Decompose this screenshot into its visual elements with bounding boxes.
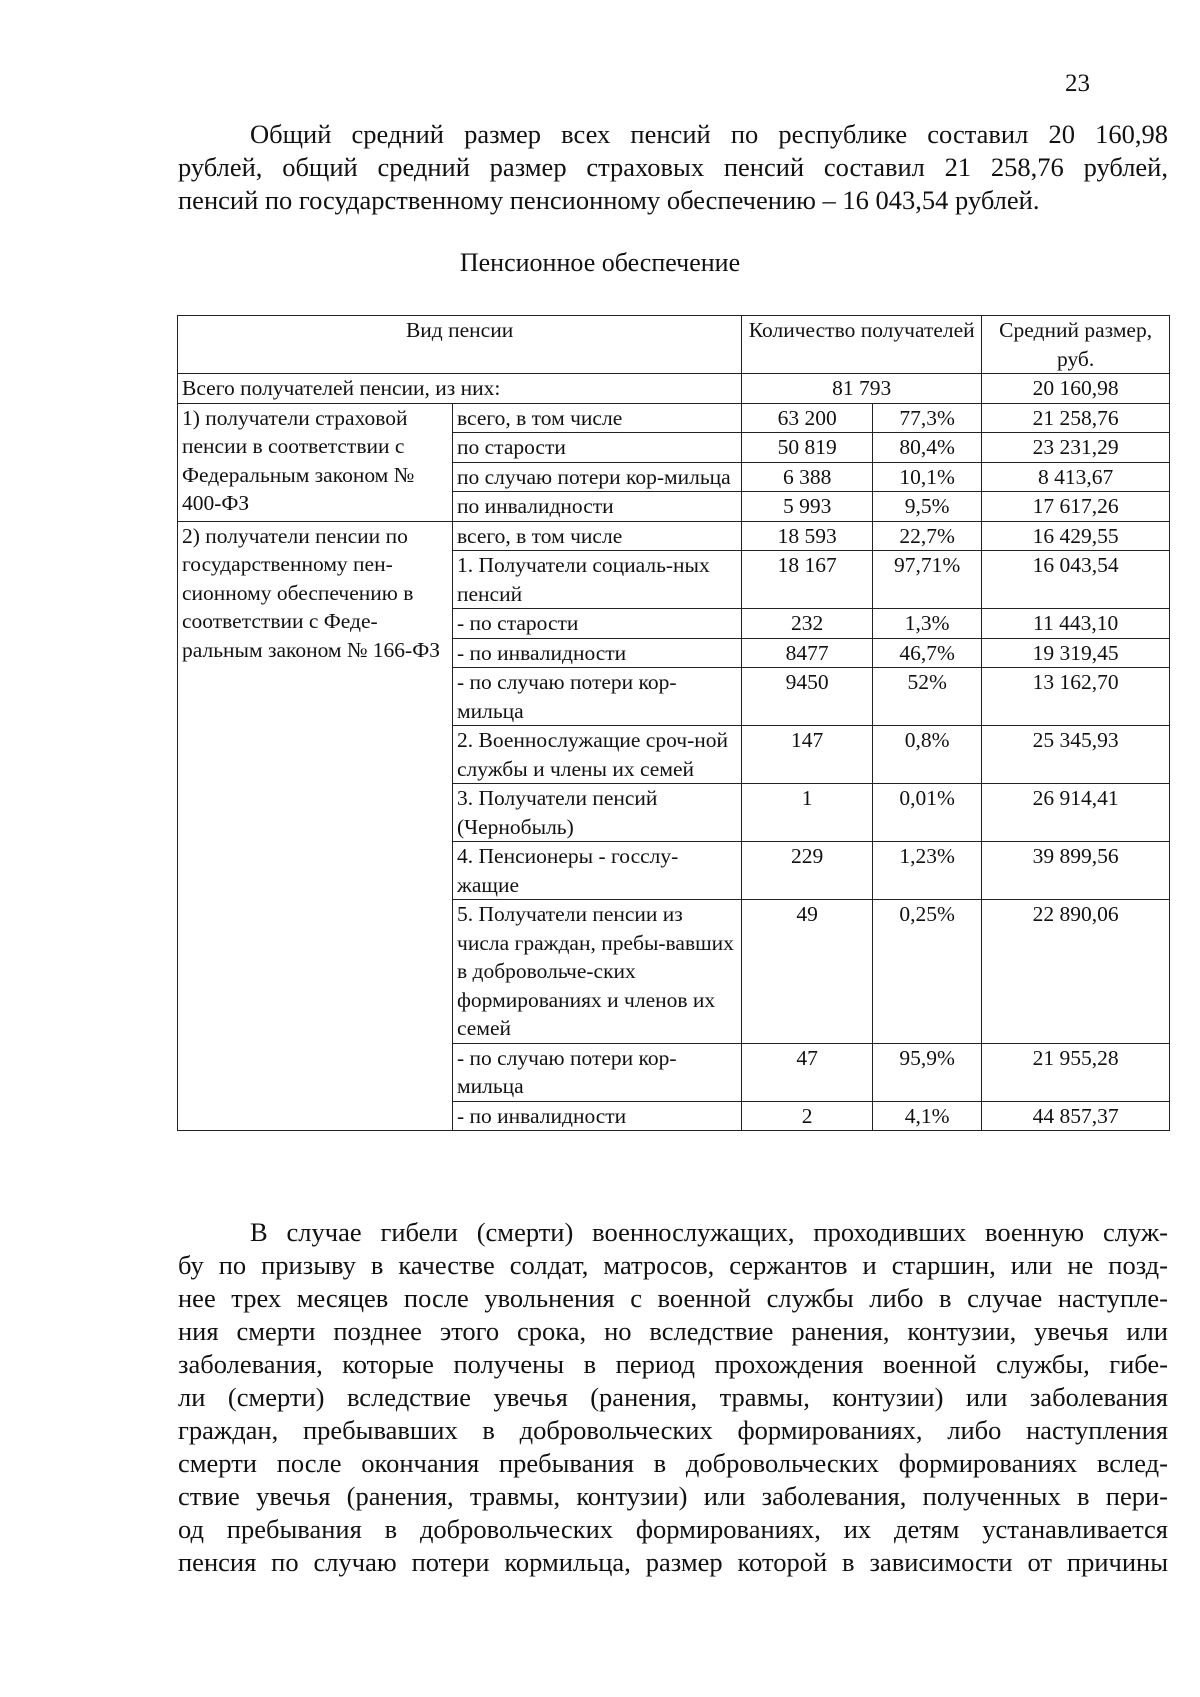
pension-table bbox=[177, 315, 1170, 1131]
intro-line: Общий средний размер всех пенсий по республике составил 20 160,98 bbox=[250, 119, 1168, 149]
row-pct: 1,23% bbox=[873, 842, 982, 900]
body-line: В случае гибели (смерти) военнослужащих, проходивших военную служ- bbox=[250, 1217, 1168, 1247]
row-avg: 39 899,56 bbox=[982, 842, 1170, 900]
row-pct: 9,5% bbox=[873, 492, 982, 522]
row-avg: 17 617,26 bbox=[982, 492, 1170, 522]
row-label: 5. Получатели пенсии из числа граждан, пребы-вавших в добровольче-ских формированиях и членов их семей bbox=[453, 900, 742, 1044]
row-label: по случаю потери кор-мильца bbox=[453, 462, 742, 492]
total-label: Всего получателей пенсии, из них: bbox=[178, 374, 742, 404]
row-pct: 0,8% bbox=[873, 726, 982, 784]
row-label: - по случаю потери кор-мильца bbox=[453, 1043, 742, 1101]
total-avg: 20 160,98 bbox=[982, 374, 1170, 404]
row-pct: 77,3% bbox=[873, 403, 982, 433]
row-pct: 0,25% bbox=[873, 900, 982, 1044]
row-pct: 10,1% bbox=[873, 462, 982, 492]
table-row bbox=[178, 521, 1170, 551]
row-label: 2. Военнослужащие сроч-ной службы и члены их семей bbox=[453, 726, 742, 784]
row-pct: 22,7% bbox=[873, 521, 982, 551]
row-label: - по инвалидности bbox=[453, 638, 742, 668]
body-line: граждан, пребывавших в добровольческих формированиях, либо наступления bbox=[178, 1415, 1168, 1445]
row-label: всего, в том числе bbox=[453, 521, 742, 551]
row-label: 4. Пенсионеры - госслу-жащие bbox=[453, 842, 742, 900]
header-avg: Средний размер, руб. bbox=[982, 316, 1170, 374]
page-number: 23 bbox=[1065, 70, 1090, 97]
row-label: всего, в том числе bbox=[453, 403, 742, 433]
row-count: 229 bbox=[742, 842, 873, 900]
intro-line: пенсий по государственному пенсионному обеспечению – 16 043,54 рублей. bbox=[178, 185, 1040, 215]
row-avg: 26 914,41 bbox=[982, 784, 1170, 842]
row-count: 18 593 bbox=[742, 521, 873, 551]
row-count: 8477 bbox=[742, 638, 873, 668]
row-avg: 44 857,37 bbox=[982, 1101, 1170, 1131]
row-label: по старости bbox=[453, 433, 742, 463]
row-label: 3. Получатели пенсий (Чернобыль) bbox=[453, 784, 742, 842]
body-line: ния смерти позднее этого срока, но вследствие ранения, контузии, увечья или bbox=[178, 1316, 1168, 1346]
row-pct: 0,01% bbox=[873, 784, 982, 842]
table-title: Пенсионное обеспечение bbox=[459, 248, 741, 277]
group2-label: 2) получатели пенсии по государственному пен-сионному обеспечению в соответствии с Феде-ральным законом № 166-ФЗ bbox=[178, 521, 453, 1131]
row-label: - по случаю потери кор-мильца bbox=[453, 668, 742, 726]
table-header-row bbox=[178, 316, 1170, 374]
row-avg: 25 345,93 bbox=[982, 726, 1170, 784]
body-line: нее трех месяцев после увольнения с военной службы либо в случае наступле- bbox=[178, 1283, 1168, 1313]
row-count: 9450 bbox=[742, 668, 873, 726]
total-count: 81 793 bbox=[742, 374, 982, 404]
row-pct: 95,9% bbox=[873, 1043, 982, 1101]
total-row bbox=[178, 374, 1170, 404]
row-pct: 46,7% bbox=[873, 638, 982, 668]
row-count: 2 bbox=[742, 1101, 873, 1131]
row-pct: 1,3% bbox=[873, 609, 982, 639]
row-count: 50 819 bbox=[742, 433, 873, 463]
row-label: 1. Получатели социаль-ных пенсий bbox=[453, 551, 742, 609]
row-label: - по старости bbox=[453, 609, 742, 639]
body-paragraph bbox=[178, 1216, 1168, 1579]
body-line: ли (смерти) вследствие увечья (ранения, травмы, контузии) или заболевания bbox=[178, 1382, 1168, 1412]
body-line: бу по призыву в качестве солдат, матросов, сержантов и старшин, или не позд- bbox=[178, 1250, 1168, 1280]
row-avg: 19 319,45 bbox=[982, 638, 1170, 668]
row-avg: 21 258,76 bbox=[982, 403, 1170, 433]
row-avg: 11 443,10 bbox=[982, 609, 1170, 639]
body-line: смерти после окончания пребывания в добровольческих формированиях вслед- bbox=[178, 1448, 1168, 1478]
body-line: од пребывания в добровольческих формированиях, их детям устанавливается bbox=[178, 1514, 1168, 1544]
row-count: 63 200 bbox=[742, 403, 873, 433]
row-pct: 80,4% bbox=[873, 433, 982, 463]
row-avg: 23 231,29 bbox=[982, 433, 1170, 463]
row-count: 6 388 bbox=[742, 462, 873, 492]
row-avg: 22 890,06 bbox=[982, 900, 1170, 1044]
row-count: 147 bbox=[742, 726, 873, 784]
row-avg: 13 162,70 bbox=[982, 668, 1170, 726]
body-line: пенсия по случаю потери кормильца, размер которой в зависимости от причины bbox=[178, 1547, 1168, 1577]
row-avg: 8 413,67 bbox=[982, 462, 1170, 492]
row-avg: 21 955,28 bbox=[982, 1043, 1170, 1101]
body-line: ствие увечья (ранения, травмы, контузии) или заболевания, полученных в пери- bbox=[178, 1481, 1168, 1511]
intro-line: рублей, общий средний размер страховых пенсий составил 21 258,76 рублей, bbox=[178, 152, 1168, 182]
row-avg: 16 429,55 bbox=[982, 521, 1170, 551]
row-pct: 97,71% bbox=[873, 551, 982, 609]
row-avg: 16 043,54 bbox=[982, 551, 1170, 609]
row-count: 47 bbox=[742, 1043, 873, 1101]
row-label: - по инвалидности bbox=[453, 1101, 742, 1131]
row-count: 5 993 bbox=[742, 492, 873, 522]
row-count: 232 bbox=[742, 609, 873, 639]
body-line: заболевания, которые получены в период прохождения военной службы, гибе- bbox=[178, 1349, 1168, 1379]
header-type: Вид пенсии bbox=[178, 316, 742, 374]
header-count: Количество получателей bbox=[742, 316, 982, 374]
group1-label: 1) получатели страховой пенсии в соответствии с Федеральным законом № 400-ФЗ bbox=[178, 403, 453, 521]
table-row bbox=[178, 403, 1170, 433]
intro-paragraph bbox=[178, 118, 1168, 217]
row-count: 49 bbox=[742, 900, 873, 1044]
row-pct: 52% bbox=[873, 668, 982, 726]
row-pct: 4,1% bbox=[873, 1101, 982, 1131]
row-count: 1 bbox=[742, 784, 873, 842]
row-count: 18 167 bbox=[742, 551, 873, 609]
row-label: по инвалидности bbox=[453, 492, 742, 522]
